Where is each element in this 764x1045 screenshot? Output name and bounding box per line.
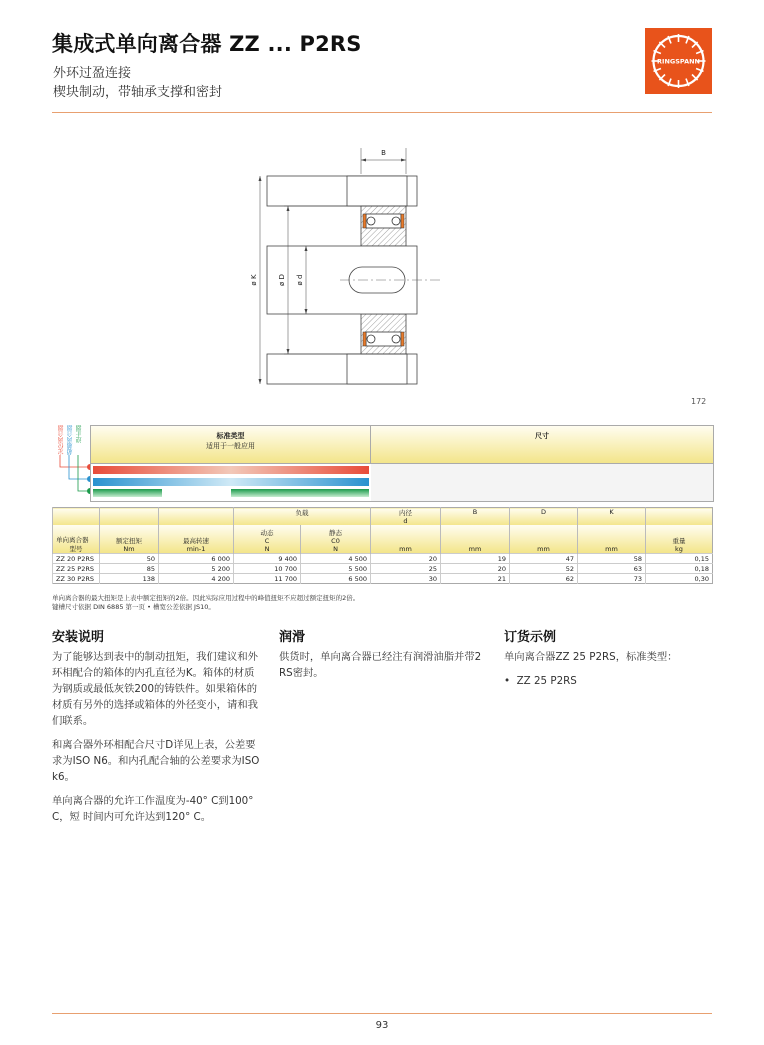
vertical-label-1: 定位离合器 bbox=[58, 425, 65, 455]
subtitle-1: 外环过盈连接 bbox=[53, 66, 132, 81]
subtitle-2: 楔块制动，带轴承支撑和密封 bbox=[53, 85, 223, 100]
selection-header-standard bbox=[91, 426, 371, 464]
dimensions-title: 尺寸 bbox=[535, 432, 549, 440]
dim-k-label: ø K bbox=[250, 274, 258, 286]
static-header: 静态 C0 N bbox=[301, 525, 371, 554]
selection-dimensions-body bbox=[371, 464, 713, 501]
type-bar-green-1 bbox=[93, 489, 162, 497]
table-row: ZZ 30 P2RS 138 4 200 11 700 6 500 30 21 62 73 0,30 bbox=[53, 574, 713, 584]
b-header: B bbox=[441, 508, 510, 526]
unit-D: mm bbox=[510, 525, 578, 554]
lubrication-section bbox=[279, 626, 484, 689]
install-paragraph-3: 单向离合器的允许工作温度为-40° C到100° C，短 时间内可允许达到120° C。 bbox=[52, 795, 254, 823]
footer-rule bbox=[52, 1013, 712, 1014]
K-header: K bbox=[578, 508, 646, 526]
lubrication-heading: 润滑 bbox=[279, 630, 306, 645]
table-note-2: 键槽尺寸依据 DIN 6885 第一页 • 槽宽公差依据 JS10。 bbox=[52, 603, 215, 611]
type-bar-red bbox=[93, 466, 369, 474]
lubrication-paragraph: 供货时，单向离合器已经注有润滑油脂并带2 RS密封。 bbox=[279, 651, 482, 679]
type-selection-table bbox=[90, 425, 714, 502]
order-section bbox=[504, 626, 712, 689]
unit-d: mm bbox=[371, 525, 441, 554]
page-title: 集成式单向离合器 ZZ ... P2RS bbox=[52, 32, 362, 56]
technical-drawing bbox=[240, 140, 440, 394]
order-paragraph: 单向离合器ZZ 25 P2RS，标准类型： bbox=[504, 651, 678, 663]
standard-type-sub: 适用于一般应用 bbox=[206, 442, 255, 450]
figure-reference: 172 bbox=[691, 397, 707, 406]
weight-header: 重量 kg bbox=[646, 525, 713, 554]
dim-b-label: B bbox=[381, 149, 386, 157]
install-paragraph-1: 为了能够达到表中的制动扭矩，我们建议和外环相配合的箱体的内孔直径为K。箱体的材质为钢质或最低灰铁200的铸铁件。如果箱体的材质有另外的选择或箱体的外径变小，请和我们联系。 bbox=[52, 651, 258, 727]
install-section bbox=[52, 626, 260, 833]
bullet-dot-icon: • bbox=[504, 675, 517, 687]
type-bar-green-2 bbox=[231, 489, 369, 497]
type-connectors bbox=[56, 455, 92, 500]
unit-b: mm bbox=[441, 525, 510, 554]
selection-header-dimensions bbox=[371, 426, 713, 464]
model-header: 单向离合器 型号 bbox=[53, 525, 100, 554]
vertical-label-3: 逆止器 bbox=[76, 425, 83, 443]
inner-dia-header: 内径 d bbox=[371, 508, 441, 526]
specification-table bbox=[52, 507, 713, 584]
install-heading: 安装说明 bbox=[52, 630, 105, 645]
speed-header: 最高转速 min-1 bbox=[159, 525, 234, 554]
logo-text: RINGSPANN bbox=[657, 57, 700, 66]
order-bullet-text: ZZ 25 P2RS bbox=[516, 675, 577, 687]
standard-type-title: 标准类型 bbox=[216, 432, 245, 440]
install-paragraph-2: 和离合器外环相配合尺寸D详见上表，公差要求为ISO N6。和内孔配合轴的公差要求为ISO k6。 bbox=[52, 739, 260, 783]
vertical-label-2: 超越离合器 bbox=[67, 425, 74, 455]
load-group-header: 负载 bbox=[234, 508, 371, 526]
order-bullet bbox=[504, 673, 712, 689]
dynamic-header: 动态 C N bbox=[234, 525, 301, 554]
type-bar-blue bbox=[93, 478, 369, 486]
header-rule bbox=[52, 112, 712, 113]
order-heading: 订货示例 bbox=[504, 630, 557, 645]
ringspann-logo bbox=[645, 28, 712, 94]
D-header: D bbox=[510, 508, 578, 526]
table-row: ZZ 25 P2RS 85 5 200 10 700 5 500 25 20 52 63 0,18 bbox=[53, 564, 713, 574]
table-note-1: 单向离合器的最大扭矩是上表中额定扭矩的2倍。因此实际应用过程中的峰值扭矩不应超过额定扭矩的2倍。 bbox=[52, 594, 360, 602]
dim-D-label: ø D bbox=[278, 274, 286, 286]
dim-d-label: ø d bbox=[296, 274, 304, 286]
page-number: 93 bbox=[375, 1020, 389, 1031]
table-row: ZZ 20 P2RS 50 6 000 9 400 4 500 20 19 47 58 0,15 bbox=[53, 554, 713, 564]
unit-K: mm bbox=[578, 525, 646, 554]
torque-header: 额定扭矩 Nm bbox=[100, 525, 159, 554]
